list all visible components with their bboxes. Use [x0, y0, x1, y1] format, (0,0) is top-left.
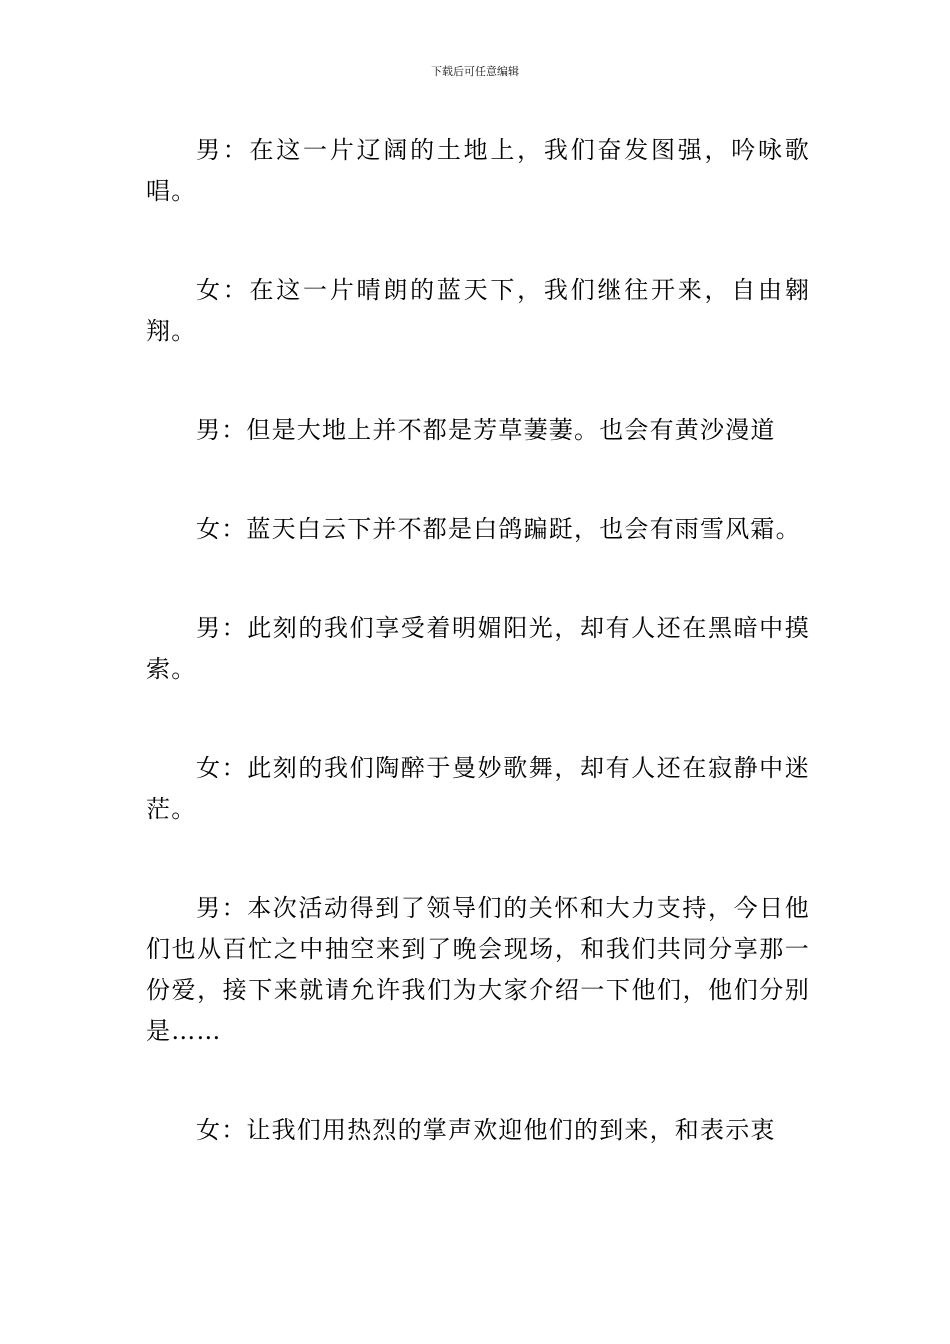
- paragraph: 女：在这一片晴朗的蓝天下，我们继往开来，自由翱翔。: [146, 276, 810, 345]
- paragraph: 男：本次活动得到了领导们的关怀和大力支持，今日他们也从百忙之中抽空来到了晚会现场，和我们共同分享那一份爱，接下来就请允许我们为大家介绍一下他们，他们分别是……: [146, 894, 810, 1045]
- paragraph: 女：让我们用热烈的掌声欢迎他们的到来，和表示衷: [196, 1116, 776, 1144]
- paragraph: 女：蓝天白云下并不都是白鸽蹁跹，也会有雨雪风霜。: [196, 515, 801, 543]
- paragraph: 男：但是大地上并不都是芳草萋萋。也会有黄沙漫道: [196, 416, 776, 444]
- paragraph: 男：此刻的我们享受着明媚阳光，却有人还在黑暗中摸索。: [146, 614, 810, 683]
- document-body: [146, 130, 810, 1151]
- paragraph: 女：此刻的我们陶醉于曼妙歌舞，却有人还在寂静中迷茫。: [146, 754, 810, 823]
- page-header: 下载后可任意编辑: [431, 65, 519, 78]
- paragraph: 男：在这一片辽阔的土地上，我们奋发图强，吟咏歌唱。: [146, 136, 810, 205]
